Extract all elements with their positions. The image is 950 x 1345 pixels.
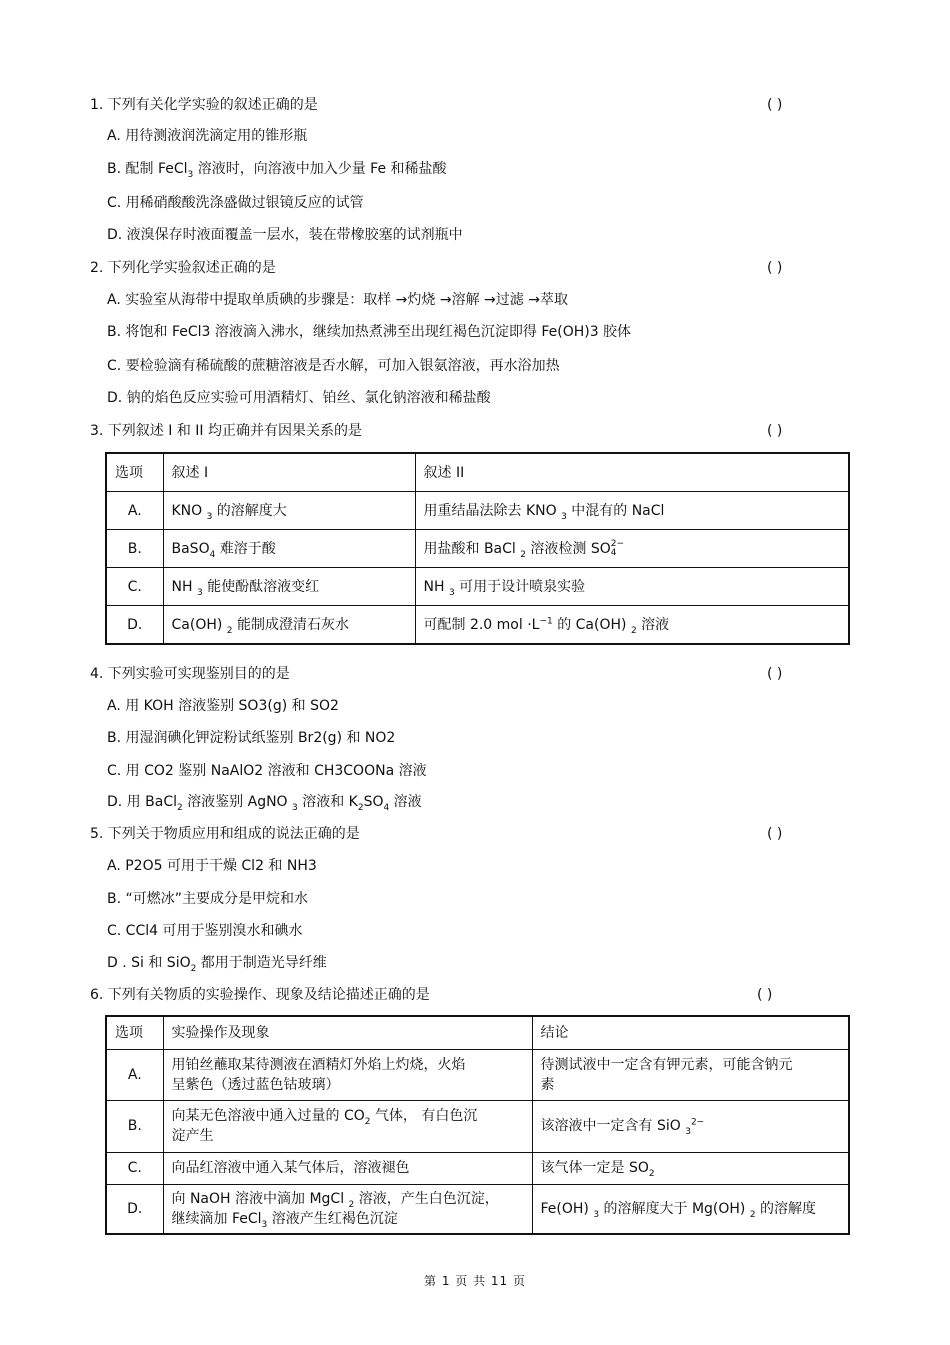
- q5-stem: 5. 下列关于物质应用和组成的说法正确的是: [90, 826, 360, 842]
- q3-table-header: [106, 453, 849, 492]
- q3-row-option: A.: [106, 492, 163, 530]
- q1-option-a: A. 用待测液润洗滴定用的锥形瓶: [107, 128, 308, 144]
- q6-header-conclusion: 结论: [532, 1016, 849, 1049]
- q3-row-option: D.: [106, 606, 163, 645]
- q6-table-header: [106, 1016, 849, 1049]
- q2-option-c: C. 要检验滴有稀硫酸的蔗糖溶液是否水解，可加入银氨溶液，再水浴加热: [107, 358, 560, 374]
- q4-option-b: B. 用湿润碘化钾淀粉试纸鉴别 Br2(g) 和 NO2: [107, 730, 396, 746]
- q2-option-a: A. 实验室从海带中提取单质碘的步骤是：取样 →灼烧 →溶解 →过滤 →萃取: [107, 292, 568, 308]
- q6-row-conclusion: 该气体一定是 $SO_2$: [532, 1152, 849, 1184]
- table-row: [106, 492, 849, 530]
- q6-row-conclusion: 待测试液中一定含有钾元素，可能含钠元 素: [532, 1049, 849, 1100]
- q2-answer-paren: ( ): [767, 260, 783, 276]
- q3-header-statement-1: 叙述 I: [163, 453, 415, 492]
- q3-stem: 3. 下列叙述 I 和 II 均正确并有因果关系的是: [90, 423, 362, 439]
- q1-option-d: D. 液溴保存时液面覆盖一层水，装在带橡胶塞的试剂瓶中: [107, 227, 463, 243]
- q3-row-statement-2: 用盐酸和 BaCl $_2$ 溶液检测 SO 2− 4: [415, 530, 849, 568]
- q6-table: [105, 1015, 850, 1235]
- table-row: [106, 568, 849, 606]
- q6-row-operation: 向品红溶液中通入某气体后，溶液褪色: [163, 1152, 532, 1184]
- q1-option-c: C. 用稀硝酸酸洗涤盛做过银镜反应的试管: [107, 195, 364, 211]
- q3-row-statement-2: 用重结晶法除去 KNO $_3$ 中混有的 NaCl: [415, 492, 849, 530]
- q3-row-option: B.: [106, 530, 163, 568]
- q1-stem: 1. 下列有关化学实验的叙述正确的是: [90, 97, 318, 113]
- q6-row-option: A.: [106, 1049, 163, 1100]
- q6-row-conclusion: 该溶液中一定含有 SiO $_3^{2-}$: [532, 1100, 849, 1152]
- q3-row-statement-1: KNO $_3$ 的溶解度大: [163, 492, 415, 530]
- q3-header-option: 选项: [106, 453, 163, 492]
- q2-option-d: D. 钠的焰色反应实验可用酒精灯、铂丝、氯化钠溶液和稀盐酸: [107, 390, 491, 406]
- q2-stem: 2. 下列化学实验叙述正确的是: [90, 260, 276, 276]
- table-row: [106, 1152, 849, 1184]
- q6-header-operation: 实验操作及现象: [163, 1016, 532, 1049]
- q6-row-option: C.: [106, 1152, 163, 1184]
- q3-row-statement-1: Ca(OH) $_2$ 能制成澄清石灰水: [163, 606, 415, 645]
- q3-row-option: C.: [106, 568, 163, 606]
- q6-header-option: 选项: [106, 1016, 163, 1049]
- q4-option-c: C. 用 CO2 鉴别 NaAlO2 溶液和 CH3COONa 溶液: [107, 763, 427, 779]
- q3-row-statement-2: NH $_3$ 可用于设计喷泉实验: [415, 568, 849, 606]
- table-row: [106, 1049, 849, 1100]
- q3-header-statement-2: 叙述 II: [415, 453, 849, 492]
- q4-stem: 4. 下列实验可实现鉴别目的的是: [90, 666, 290, 682]
- q6-row-option: B.: [106, 1100, 163, 1152]
- q6-row-conclusion: Fe(OH) $_3$ 的溶解度大于 Mg(OH) $_2$ 的溶解度: [532, 1184, 849, 1234]
- q4-option-a: A. 用 KOH 溶液鉴别 SO3(g) 和 SO2: [107, 698, 339, 714]
- q6-answer-paren: ( ): [757, 987, 773, 1003]
- q6-row-operation: 向某无色溶液中通入过量的 $CO_2$ 气体， 有白色沉 淀产生: [163, 1100, 532, 1152]
- page-footer: 第 1 页 共 11 页: [424, 1274, 526, 1288]
- q3-row-statement-1: BaSO$_4$ 难溶于酸: [163, 530, 415, 568]
- q1-answer-paren: ( ): [767, 97, 783, 113]
- q2-option-b: B. 将饱和 FeCl3 溶液滴入沸水，继续加热煮沸至出现红褐色沉淀即得 Fe(OH)3 胶体: [107, 324, 632, 340]
- q6-stem: 6. 下列有关物质的实验操作、现象及结论描述正确的是: [90, 987, 430, 1003]
- q6-row-operation: 用铂丝蘸取某待测液在酒精灯外焰上灼烧，火焰 呈紫色（透过蓝色钴玻璃）: [163, 1049, 532, 1100]
- q6-row-option: D.: [106, 1184, 163, 1234]
- q3-answer-paren: ( ): [767, 423, 783, 439]
- q4-answer-paren: ( ): [767, 666, 783, 682]
- q5-answer-paren: ( ): [767, 826, 783, 842]
- q5-option-c: C. CCl4 可用于鉴别溴水和碘水: [107, 923, 303, 939]
- q3-row-statement-2: 可配制 2.0 mol $\cdot L^{-1}$ 的 Ca(OH) $_2$ 溶液: [415, 606, 849, 645]
- q5-option-d: D . Si 和 SiO$_2$ 都用于制造光导纤维: [107, 955, 327, 974]
- q1-option-b: B. 配制 FeCl$_3$ 溶液时，向溶液中加入少量 Fe 和稀盐酸: [107, 161, 447, 180]
- table-row: [106, 530, 849, 568]
- q6-row-operation: 向 NaOH 溶液中滴加 MgCl $_2$ 溶液，产生白色沉淀， 继续滴加 FeCl$_3$ 溶液产生红褐色沉淀: [163, 1184, 532, 1234]
- q5-option-b: B. “可燃冰”主要成分是甲烷和水: [107, 891, 309, 907]
- q4-option-d: D. 用 BaCl$_2$ 溶液鉴别 AgNO $_3$ 溶液和 $K_2SO_4$ 溶液: [107, 794, 422, 813]
- q5-option-a: A. P2O5 可用于干燥 Cl2 和 NH3: [107, 858, 317, 874]
- table-row: [106, 1100, 849, 1152]
- q3-table: [105, 452, 850, 645]
- table-row: [106, 606, 849, 645]
- q3-row-statement-1: NH $_3$ 能使酚酞溶液变红: [163, 568, 415, 606]
- table-row: [106, 1184, 849, 1234]
